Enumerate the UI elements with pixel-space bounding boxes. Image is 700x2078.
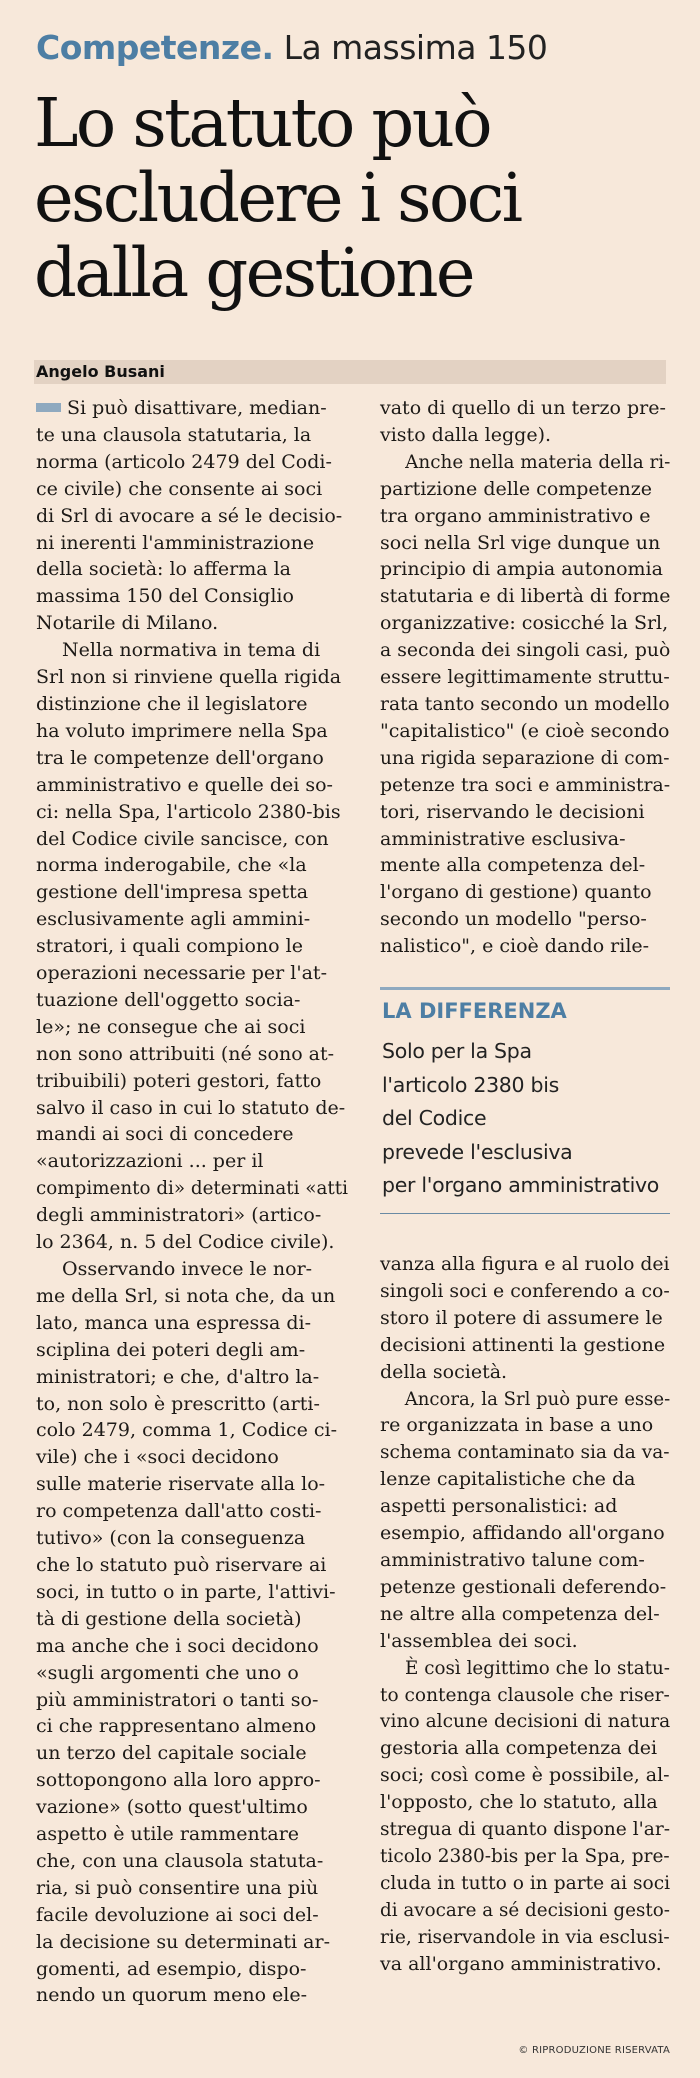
article-column-3 bbox=[380, 1251, 670, 1977]
text-line bbox=[36, 395, 348, 422]
sidebar-line: Solo per la Spa bbox=[382, 1039, 532, 1063]
text-line: ha voluto imprimere nella Spa bbox=[36, 719, 328, 742]
text-line: esempio, affidando all'organo bbox=[380, 1522, 665, 1545]
text-line: partizione delle competenze bbox=[380, 477, 653, 500]
text-line: vato di quello di un terzo pre- bbox=[380, 397, 666, 419]
headline bbox=[34, 86, 674, 311]
text-line: gestoria alla competenza dei bbox=[380, 1737, 658, 1760]
text-line: degli amministratori» (artico- bbox=[36, 1204, 322, 1227]
sidebar-box bbox=[382, 1035, 659, 1203]
text-line: decisioni attinenti la gestione bbox=[380, 1333, 666, 1356]
text-line: ticolo 2380-bis per la Spa, pre- bbox=[380, 1844, 670, 1867]
text-line: sciplina dei poteri degli am- bbox=[36, 1338, 306, 1361]
sidebar-top-rule bbox=[380, 987, 670, 990]
text-line: amministrativo e quelle dei so- bbox=[36, 773, 333, 796]
text-line: stratori, i quali compiono le bbox=[36, 935, 303, 958]
text-line: un terzo del capitale sociale bbox=[36, 1742, 307, 1765]
text-line: petenze tra soci e amministra- bbox=[380, 773, 671, 796]
text-line: facile devoluzione ai soci del- bbox=[36, 1903, 319, 1926]
text-line: essere legittimamente struttu- bbox=[380, 666, 670, 689]
text-line: amministrativo talune com- bbox=[380, 1548, 645, 1571]
text-line: norma inderogabile, che «la bbox=[36, 854, 307, 877]
copyright-notice: © RIPRODUZIONE RISERVATA bbox=[518, 2045, 670, 2056]
lead-text: Si può disattivare, median- bbox=[67, 397, 327, 419]
headline-line: Lo statuto può bbox=[34, 84, 490, 162]
sidebar-title: LA DIFFERENZA bbox=[382, 999, 567, 1023]
text-line: petenze gestionali deferendo- bbox=[380, 1575, 667, 1598]
text-line: Notarile di Milano. bbox=[36, 612, 219, 635]
text-line: della società: lo afferma la bbox=[36, 558, 291, 581]
text-line: vanza alla figura e al ruolo dei bbox=[380, 1253, 670, 1275]
kicker bbox=[36, 28, 547, 67]
text-line: le»; ne consegue che ai soci bbox=[36, 1015, 306, 1038]
kicker-section: Competenze. bbox=[36, 28, 274, 67]
sidebar-line: per l'organo amministrativo bbox=[382, 1173, 660, 1197]
text-line: non sono attribuiti (né sono at- bbox=[36, 1042, 335, 1065]
text-line: re organizzata in base a uno bbox=[380, 1414, 654, 1437]
text-line: la decisione su determinati ar- bbox=[36, 1930, 330, 1953]
text-line: schema contaminato sia da va- bbox=[380, 1441, 670, 1464]
text-line: vile) che i «soci decidono bbox=[36, 1446, 279, 1469]
text-line: ni inerenti l'amministrazione bbox=[36, 531, 315, 554]
sidebar-bottom-rule bbox=[380, 1213, 670, 1214]
text-line: massima 150 del Consiglio bbox=[36, 585, 294, 608]
text-line: aspetto è utile rammentare bbox=[36, 1823, 300, 1846]
text-line: Srl non si rinviene quella rigida bbox=[36, 666, 342, 689]
text-line: principio di ampia autonomia bbox=[380, 558, 663, 581]
text-line: salvo il caso in cui lo statuto de- bbox=[36, 1096, 346, 1119]
text-line: organizzative: cosicché la Srl, bbox=[380, 612, 669, 635]
text-line: secondo un modello "perso- bbox=[380, 908, 647, 931]
text-line: vino alcune decisioni di natura bbox=[380, 1710, 671, 1733]
text-line: gestione dell'impresa spetta bbox=[36, 881, 309, 904]
text-line: distinzione che il legislatore bbox=[36, 692, 308, 715]
headline-line: escludere i soci bbox=[34, 159, 521, 237]
text-line: storo il potere di assumere le bbox=[380, 1306, 663, 1329]
text-line: statutaria e di libertà di forme bbox=[380, 585, 671, 608]
text-line: di avocare a sé decisioni gesto- bbox=[380, 1898, 670, 1921]
text-line: ne altre alla competenza del- bbox=[380, 1602, 660, 1625]
text-line: soci; così come è possibile, al- bbox=[380, 1764, 670, 1787]
text-line: compimento di» determinati «atti bbox=[36, 1177, 348, 1200]
text-line: "capitalistico" (e cioè secondo bbox=[380, 719, 670, 742]
text-line: nendo un quorum meno ele- bbox=[36, 1984, 308, 2007]
text-line: soci nella Srl vige dunque un bbox=[380, 531, 661, 554]
text-line: a seconda dei singoli casi, può bbox=[380, 639, 671, 662]
text-line: che lo statuto può riservare ai bbox=[36, 1553, 327, 1576]
headline-line: dalla gestione bbox=[34, 234, 473, 312]
kicker-topic: La massima 150 bbox=[283, 28, 548, 67]
text-line: esclusivamente agli ammini- bbox=[36, 908, 311, 931]
text-line: lato, manca una espressa di- bbox=[36, 1311, 311, 1334]
text-line: sottopongono alla loro appro- bbox=[36, 1769, 321, 1792]
text-line: norma (articolo 2479 del Codi- bbox=[36, 450, 332, 473]
text-line: ci: nella Spa, l'articolo 2380-bis bbox=[36, 800, 341, 823]
text-line: l'assemblea dei soci. bbox=[380, 1629, 578, 1652]
text-line: aspetti personalistici: ad bbox=[380, 1495, 618, 1518]
text-line: ria, si può consentire una più bbox=[36, 1876, 319, 1899]
text-line: tà di gestione della società) bbox=[36, 1607, 302, 1630]
text-line: vazione» (sotto quest'ultimo bbox=[36, 1796, 308, 1819]
text-line: È così legittimo che lo statu- bbox=[405, 1656, 670, 1679]
text-line: tutivo» (con la conseguenza bbox=[36, 1527, 306, 1550]
text-line: tra organo amministrativo e bbox=[380, 504, 651, 527]
text-line: Nella normativa in tema di bbox=[62, 639, 321, 662]
lead-square-icon bbox=[36, 403, 61, 412]
text-line: lo 2364, n. 5 del Codice civile). bbox=[36, 1231, 335, 1254]
text-line: amministrative esclusiva- bbox=[380, 827, 626, 850]
article-column-2 bbox=[380, 395, 670, 960]
article-column-1 bbox=[36, 395, 348, 2009]
text-line: «autorizzazioni ... per il bbox=[36, 1150, 264, 1173]
text-line: Anche nella materia della ri- bbox=[405, 450, 671, 473]
text-line: rie, riservandole in via esclusi- bbox=[380, 1925, 670, 1948]
text-line: tribuibili) poteri gestori, fatto bbox=[36, 1069, 322, 1092]
sidebar-line: del Codice bbox=[382, 1106, 487, 1130]
text-line: gomenti, ad esempio, dispo- bbox=[36, 1957, 307, 1980]
text-line: cluda in tutto o in parte ai soci bbox=[380, 1871, 671, 1894]
author-byline: Angelo Busani bbox=[36, 362, 165, 381]
text-line: mandi ai soci di concedere bbox=[36, 1123, 294, 1146]
text-line: che, con una clausola statuta- bbox=[36, 1849, 324, 1872]
text-line: lenze capitalistiche che da bbox=[380, 1468, 636, 1491]
text-line: tuazione dell'oggetto socia- bbox=[36, 988, 301, 1011]
text-line: l'opposto, che lo statuto, alla bbox=[380, 1791, 658, 1814]
text-line: ce civile) che consente ai soci bbox=[36, 477, 323, 500]
text-line: singoli soci e conferendo a co- bbox=[380, 1279, 670, 1302]
text-line: to contenga clausole che riser- bbox=[380, 1683, 670, 1706]
text-line: sulle materie riservate alla lo- bbox=[36, 1473, 326, 1496]
sidebar-line: l'articolo 2380 bis bbox=[382, 1072, 559, 1097]
sidebar-line: prevede l'esclusiva bbox=[382, 1139, 573, 1164]
text-line: va all'organo amministrativo. bbox=[380, 1952, 662, 1975]
text-line: colo 2479, comma 1, Codice ci- bbox=[36, 1419, 337, 1442]
text-line: operazioni necessarie per l'at- bbox=[36, 962, 327, 985]
text-line: visto dalla legge). bbox=[380, 423, 552, 446]
text-line: tori, riservando le decisioni bbox=[380, 800, 645, 823]
text-line: l'organo di gestione) quanto bbox=[380, 881, 652, 904]
text-line: Osservando invece le nor- bbox=[62, 1258, 313, 1280]
text-line: una rigida separazione di com- bbox=[380, 746, 670, 769]
text-line: ro competenza dall'atto costi- bbox=[36, 1500, 322, 1523]
text-line: più amministratori o tanti so- bbox=[36, 1688, 319, 1711]
text-line: Ancora, la Srl può pure esse- bbox=[404, 1387, 671, 1410]
text-line: ministratori; e che, d'altro la- bbox=[36, 1365, 320, 1388]
text-line: to, non solo è prescritto (arti- bbox=[36, 1392, 320, 1415]
text-line: soci, in tutto o in parte, l'attivi- bbox=[36, 1580, 336, 1603]
text-line: nalistico", e cioè dando rile- bbox=[380, 935, 650, 958]
text-line: del Codice civile sancisce, con bbox=[36, 827, 329, 850]
text-line: della società. bbox=[380, 1360, 508, 1383]
text-line: rata tanto secondo un modello bbox=[380, 692, 670, 715]
text-line: di Srl di avocare a sé le decisio- bbox=[36, 504, 343, 527]
text-line: ma anche che i soci decidono bbox=[36, 1634, 319, 1657]
text-line: «sugli argomenti che uno o bbox=[36, 1661, 299, 1684]
text-line: me della Srl, si nota che, da un bbox=[36, 1284, 336, 1307]
text-line: stregua di quanto dispone l'ar- bbox=[380, 1818, 671, 1841]
text-line: tra le competenze dell'organo bbox=[36, 746, 324, 769]
text-line: ci che rappresentano almeno bbox=[36, 1715, 317, 1738]
text-line: mente alla competenza del- bbox=[380, 854, 646, 877]
text-line: te una clausola statutaria, la bbox=[36, 423, 312, 446]
